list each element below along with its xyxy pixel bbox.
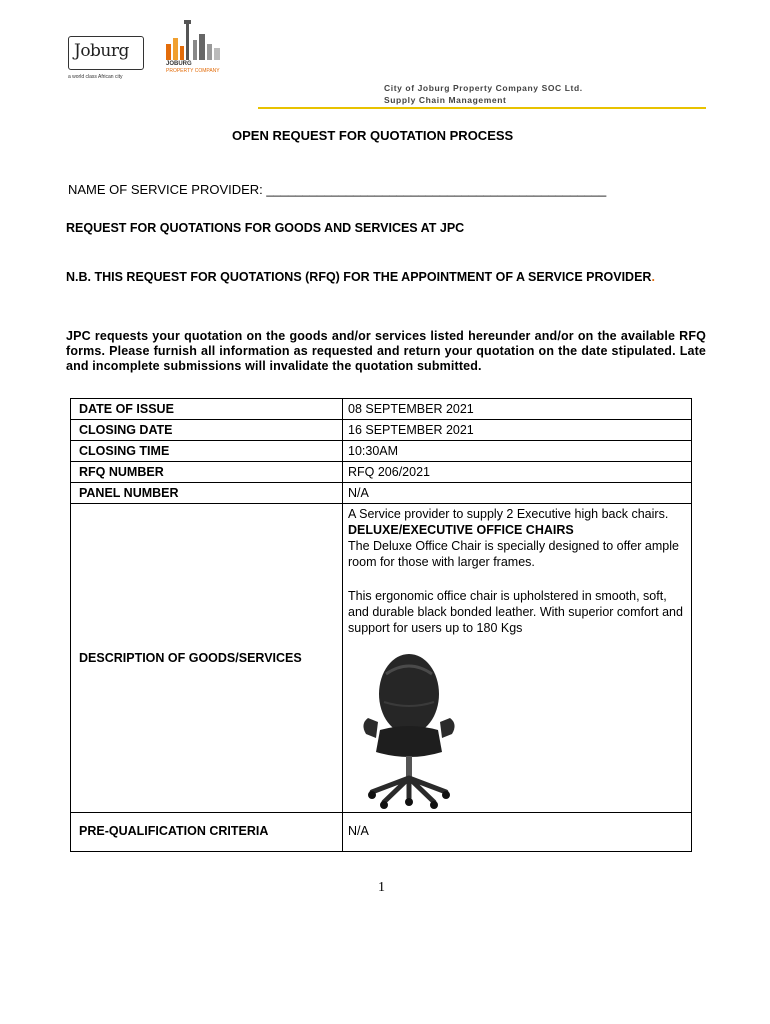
- description-paragraph-1: The Deluxe Office Chair is specially designed to offer ample room for those with larger frames.: [348, 539, 679, 569]
- prequalification-value: N/A: [343, 813, 692, 852]
- row-value: RFQ 206/2021: [343, 462, 692, 483]
- office-chair-icon: [354, 652, 464, 812]
- row-label: DATE OF ISSUE: [71, 399, 343, 420]
- joburg-logo: [66, 30, 152, 80]
- jpc-logo-wordmark: JOBURG: [166, 61, 192, 67]
- table-row: [71, 399, 692, 420]
- page-number: 1: [378, 880, 385, 895]
- rfq-heading: REQUEST FOR QUOTATIONS FOR GOODS AND SERVICES AT JPC: [66, 221, 465, 235]
- row-value: N/A: [343, 483, 692, 504]
- description-intro: A Service provider to supply 2 Executive high back chairs.: [348, 507, 669, 521]
- row-value: 08 SEPTEMBER 2021: [343, 399, 692, 420]
- intro-paragraph: JPC requests your quotation on the goods and/or services listed hereunder and/or on the available RFQ forms. Please furnish all information as requested and return your quotation on the date stipulated. Late and incomplete submissions will invalidate the quotation submitted.: [66, 329, 706, 373]
- row-label: PANEL NUMBER: [71, 483, 343, 504]
- jpc-logo: [160, 16, 230, 78]
- company-header: [384, 82, 583, 106]
- skyline-icon: [160, 16, 230, 60]
- joburg-logo-wordmark: Joburg: [74, 41, 129, 61]
- nb-notice-text: N.B. THIS REQUEST FOR QUOTATIONS (RFQ) FOR THE APPOINTMENT OF A SERVICE PROVIDER: [66, 270, 652, 284]
- jpc-logo-subtitle: PROPERTY COMPANY: [166, 68, 220, 74]
- nb-notice: [66, 265, 686, 290]
- document-title: OPEN REQUEST FOR QUOTATION PROCESS: [232, 128, 514, 143]
- description-paragraph-2: This ergonomic office chair is upholstered in smooth, soft, and durable black bonded leather. With superior comfort and support for users up to 180 Kgs: [348, 589, 683, 635]
- row-label: RFQ NUMBER: [71, 462, 343, 483]
- description-heading: DELUXE/EXECUTIVE OFFICE CHAIRS: [348, 523, 574, 537]
- prequalification-row: [71, 813, 692, 852]
- table-row: [71, 420, 692, 441]
- description-row: [71, 504, 692, 813]
- description-cell: [343, 504, 692, 813]
- service-provider-name-field[interactable]: NAME OF SERVICE PROVIDER: _______________________________________________: [68, 182, 607, 197]
- department-name: Supply Chain Management: [384, 95, 507, 105]
- header-divider: [258, 107, 706, 109]
- table-row: [71, 462, 692, 483]
- row-label: CLOSING TIME: [71, 441, 343, 462]
- rfq-details-table: [70, 398, 692, 852]
- company-name: City of Joburg Property Company SOC Ltd.: [384, 83, 583, 93]
- nb-notice-dot: .: [651, 270, 655, 284]
- description-label: DESCRIPTION OF GOODS/SERVICES: [71, 504, 343, 813]
- row-value: 16 SEPTEMBER 2021: [343, 420, 692, 441]
- table-row: [71, 441, 692, 462]
- joburg-logo-tagline: a world class African city: [68, 74, 123, 80]
- office-chair-image: [354, 652, 464, 812]
- row-label: CLOSING DATE: [71, 420, 343, 441]
- row-value: 10:30AM: [343, 441, 692, 462]
- prequalification-label: PRE-QUALIFICATION CRITERIA: [71, 813, 343, 852]
- table-row: [71, 483, 692, 504]
